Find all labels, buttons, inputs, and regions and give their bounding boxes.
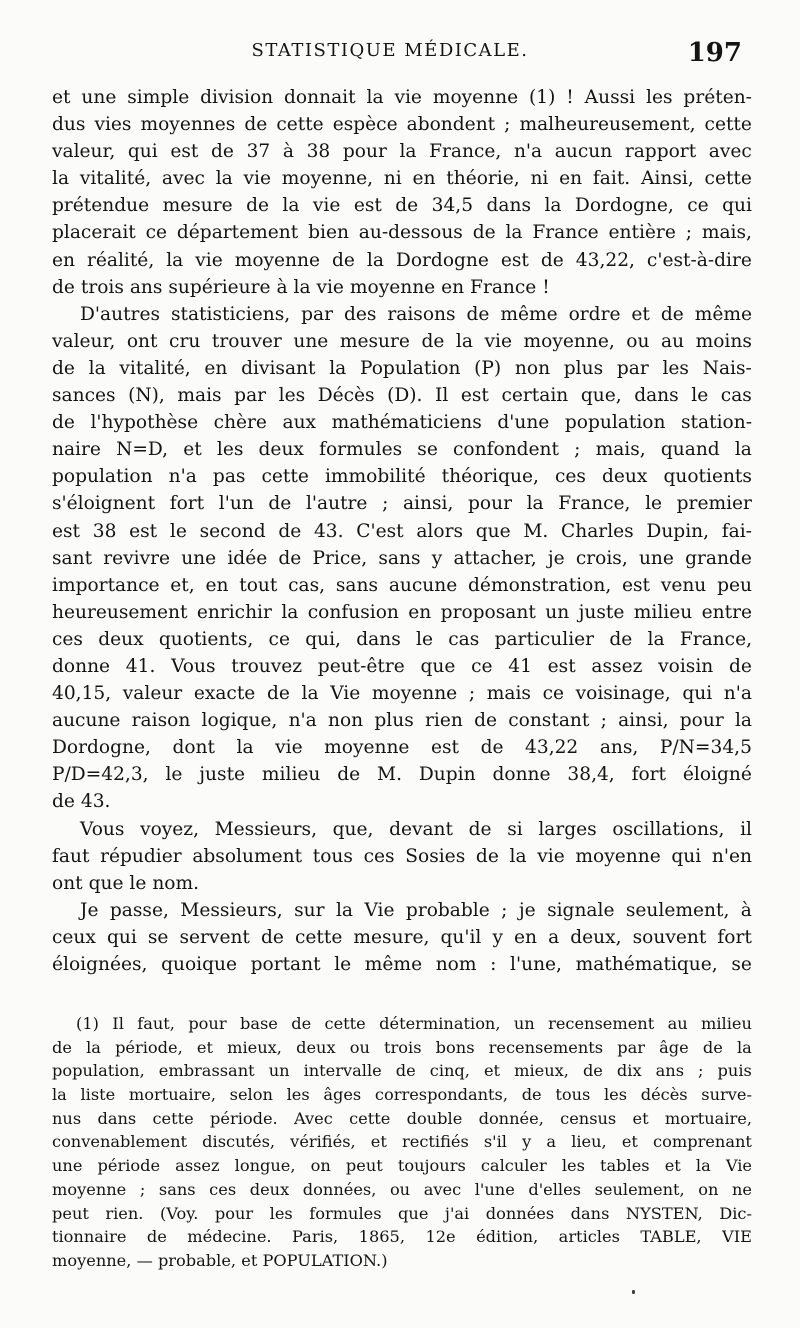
body-line: 40,15, valeur exacte de la Vie moyenne ; mais ce voisinage, qui n'a [52, 683, 752, 705]
body-line: ont que le nom. [52, 872, 200, 894]
footnote-line: de la période, et mieux, deux ou trois bons recensements par âge de la [52, 1037, 752, 1057]
body-line: Vous voyez, Messieurs, que, devant de si larges oscillations, il [80, 818, 752, 840]
footnote-line: population, embrassant un intervalle de cinq, et mieux, de dix ans ; puis [52, 1061, 752, 1081]
body-text [52, 84, 752, 978]
body-line: et une simple division donnait la vie moyenne (1) ! Aussi les préten- [52, 87, 752, 108]
footnote-line: tionnaire de médecine. Paris, 1865, 12e édition, articles TABLE, VIE [52, 1227, 752, 1247]
body-line: Je passe, Messieurs, sur la Vie probable ; je signale seulement, à [80, 899, 752, 921]
body-line: prétendue mesure de la vie est de 34,5 dans la Dordogne, ce qui [52, 195, 752, 217]
footnote-line: peut rien. (Voy. pour les formules que j'ai données dans NYSTEN, Dic- [52, 1203, 752, 1223]
body-line: ces deux quotients, ce qui, dans le cas particulier de la France, [52, 628, 752, 650]
body-line: de trois ans supérieure à la vie moyenne en France ! [52, 276, 550, 298]
body-line: sances (N), mais par les Décès (D). Il est certain que, dans le cas [52, 385, 752, 407]
footnote-line: une période assez longue, on peut toujours calculer les tables et la Vie [52, 1156, 752, 1176]
footnote-line: convenablement discutés, vérifiés, et rectifiés s'il y a lieu, et comprenant [52, 1132, 752, 1152]
footnote-line: nus dans cette période. Avec cette double donnée, census et mortuaire, [52, 1108, 752, 1128]
body-line: éloignées, quoique portant le même nom : l'une, mathématique, se [52, 954, 752, 975]
body-line: donne 41. Vous trouvez peut-être que ce 41 est assez voisin de [52, 655, 752, 677]
footnote-line: moyenne ; sans ces deux données, ou avec l'une d'elles seulement, on ne [52, 1179, 752, 1199]
body-line: aucune raison logique, n'a non plus rien de constant ; ainsi, pour la [52, 710, 752, 732]
body-line: est 38 est le second de 43. C'est alors que M. Charles Dupin, fai- [52, 520, 752, 542]
body-line: importance et, en tout cas, sans aucune démonstration, est venu peu [52, 574, 752, 596]
body-line: faut répudier absolument tous ces Sosies de la vie moyenne qui n'en [52, 845, 752, 867]
body-line: Dordogne, dont la vie moyenne est de 43,22 ans, P/N=34,5 [52, 737, 752, 759]
body-line: D'autres statisticiens, par des raisons de même ordre et de même [80, 303, 752, 325]
body-line: en réalité, la vie moyenne de la Dordogne est de 43,22, c'est-à-dire [52, 249, 752, 271]
body-line: de 43. [52, 791, 111, 813]
body-line: placerait ce département bien au-dessous de la France entière ; mais, [52, 222, 752, 244]
page-number: 197 [687, 38, 742, 68]
body-line: sant revivre une idée de Price, sans y attacher, je crois, une grande [52, 547, 752, 569]
footnote-line: (1) Il faut, pour base de cette détermination, un recensement au milieu [76, 1014, 752, 1033]
body-line: la vitalité, avec la vie moyenne, ni en théorie, ni en fait. Ainsi, cette [52, 168, 752, 190]
running-title: STATISTIQUE MÉDICALE. [251, 40, 529, 61]
footnote-line: moyenne, — probable, et POPULATION.) [52, 1250, 388, 1270]
footnote-line: la liste mortuaire, selon les âges correspondants, de tous les décès surve- [52, 1085, 752, 1105]
body-line: P/D=42,3, le juste milieu de M. Dupin donne 38,4, fort éloigné [52, 764, 752, 786]
ink-speck [632, 1290, 635, 1294]
body-line: valeur, qui est de 37 à 38 pour la France, n'a aucun rapport avec [52, 141, 752, 163]
body-line: population n'a pas cette immobilité théorique, ces deux quotients [52, 466, 752, 488]
body-line: de la vitalité, en divisant la Population (P) non plus par les Nais- [52, 357, 752, 379]
body-line: ceux qui se servent de cette mesure, qu'il y en a deux, souvent fort [52, 926, 752, 948]
body-line: naire N=D, et les deux formules se confondent ; mais, quand la [52, 439, 752, 461]
body-line: heureusement enrichir la confusion en proposant un juste milieu entre [52, 601, 752, 623]
body-line: valeur, ont cru trouver une mesure de la vie moyenne, ou au moins [52, 330, 752, 352]
body-line: s'éloignent fort l'un de l'autre ; ainsi, pour la France, le premier [52, 493, 752, 515]
body-line: de l'hypothèse chère aux mathématiciens d'une population station- [52, 412, 752, 434]
footnote-block [52, 1012, 752, 1273]
body-line: dus vies moyennes de cette espèce abondent ; malheureusement, cette [52, 114, 752, 136]
